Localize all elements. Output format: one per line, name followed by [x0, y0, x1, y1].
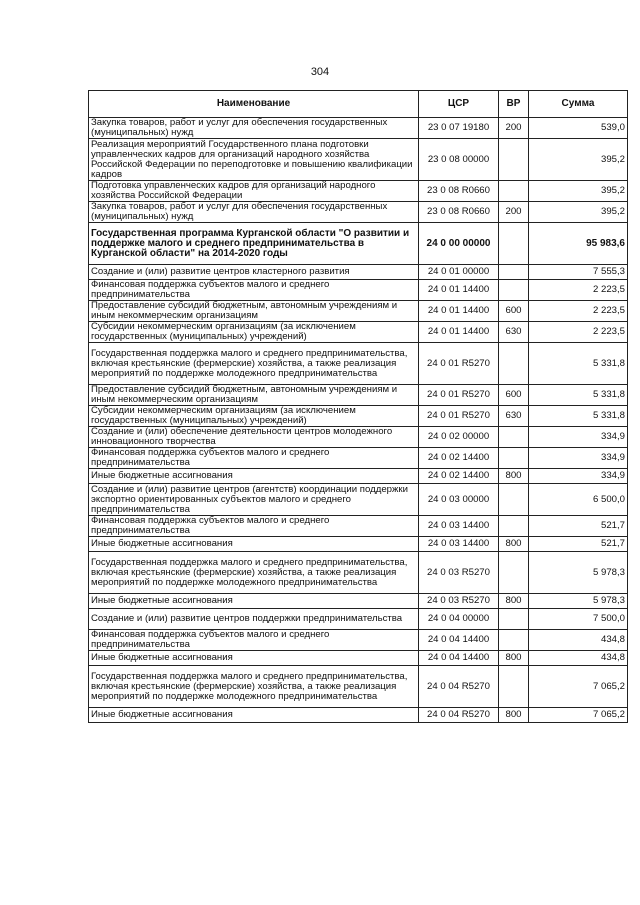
csr-cell: 24 0 04 14400: [419, 630, 499, 651]
name-cell: Закупка товаров, работ и услуг для обеспечения государственных (муниципальных) нужд: [89, 118, 419, 139]
name-cell: Реализация мероприятий Государственного плана подготовки управленческих кадров для организаций народного хозяйства Российской Федерации по переподготовке и повышению квалификации кадров: [89, 139, 419, 181]
name-cell: Государственная поддержка малого и среднего предпринимательства, включая крестьянские (фермерские) хозяйства, а также реализация мероприятий по поддержке молодежного предпринимательства: [89, 343, 419, 385]
csr-cell: 24 0 01 R5270: [419, 385, 499, 406]
vr-cell: 800: [499, 594, 529, 609]
table-row: [89, 469, 628, 484]
vr-cell: 200: [499, 202, 529, 223]
vr-cell: [499, 181, 529, 202]
vr-cell: 200: [499, 118, 529, 139]
table-row: [89, 343, 628, 385]
vr-cell: 800: [499, 708, 529, 723]
vr-cell: [499, 343, 529, 385]
sum-cell: 5 978,3: [529, 552, 628, 594]
vr-cell: [499, 630, 529, 651]
sum-cell: 5 331,8: [529, 406, 628, 427]
name-cell: Субсидии некоммерческим организациям (за исключением государственных (муниципальных) учреждений): [89, 322, 419, 343]
sum-cell: 95 983,6: [529, 223, 628, 265]
name-cell: Иные бюджетные ассигнования: [89, 594, 419, 609]
sum-cell: 521,7: [529, 516, 628, 537]
name-cell: Иные бюджетные ассигнования: [89, 651, 419, 666]
sum-cell: 7 500,0: [529, 609, 628, 630]
table-row: [89, 265, 628, 280]
table-row: [89, 322, 628, 343]
csr-cell: 24 0 01 14400: [419, 301, 499, 322]
sum-cell: 2 223,5: [529, 301, 628, 322]
name-cell: Субсидии некоммерческим организациям (за исключением государственных (муниципальных) учреждений): [89, 406, 419, 427]
table-header-row: [89, 91, 628, 118]
table-row: [89, 223, 628, 265]
csr-cell: 23 0 08 R0660: [419, 202, 499, 223]
sum-cell: 395,2: [529, 202, 628, 223]
csr-cell: 24 0 03 R5270: [419, 594, 499, 609]
csr-cell: 24 0 02 00000: [419, 427, 499, 448]
vr-cell: [499, 666, 529, 708]
vr-cell: 600: [499, 301, 529, 322]
csr-cell: 24 0 02 14400: [419, 448, 499, 469]
name-cell: Финансовая поддержка субъектов малого и среднего предпринимательства: [89, 516, 419, 537]
name-cell: Предоставление субсидий бюджетным, автономным учреждениям и иным некоммерческим организациям: [89, 301, 419, 322]
sum-cell: 434,8: [529, 651, 628, 666]
table-row: [89, 181, 628, 202]
vr-cell: 800: [499, 651, 529, 666]
sum-cell: 334,9: [529, 469, 628, 484]
vr-cell: [499, 280, 529, 301]
vr-cell: 630: [499, 322, 529, 343]
csr-cell: 24 0 01 R5270: [419, 343, 499, 385]
sum-cell: 7 065,2: [529, 666, 628, 708]
header-name: Наименование: [89, 91, 419, 118]
csr-cell: 24 0 01 00000: [419, 265, 499, 280]
csr-cell: 24 0 04 R5270: [419, 666, 499, 708]
name-cell: Финансовая поддержка субъектов малого и среднего предпринимательства: [89, 448, 419, 469]
name-cell: Иные бюджетные ассигнования: [89, 469, 419, 484]
sum-cell: 334,9: [529, 427, 628, 448]
vr-cell: [499, 484, 529, 516]
table-row: [89, 385, 628, 406]
sum-cell: 2 223,5: [529, 322, 628, 343]
csr-cell: 24 0 04 R5270: [419, 708, 499, 723]
sum-cell: 539,0: [529, 118, 628, 139]
vr-cell: 800: [499, 469, 529, 484]
sum-cell: 334,9: [529, 448, 628, 469]
table-row: [89, 484, 628, 516]
budget-table: [88, 90, 628, 723]
table-row: [89, 594, 628, 609]
sum-cell: 5 331,8: [529, 343, 628, 385]
name-cell: Предоставление субсидий бюджетным, автономным учреждениям и иным некоммерческим организациям: [89, 385, 419, 406]
csr-cell: 24 0 04 14400: [419, 651, 499, 666]
sum-cell: 6 500,0: [529, 484, 628, 516]
vr-cell: [499, 427, 529, 448]
name-cell: Создание и (или) развитие центров кластерного развития: [89, 265, 419, 280]
name-cell: Финансовая поддержка субъектов малого и среднего предпринимательства: [89, 280, 419, 301]
table-row: [89, 666, 628, 708]
header-vr: ВР: [499, 91, 529, 118]
table-row: [89, 630, 628, 651]
name-cell: Иные бюджетные ассигнования: [89, 708, 419, 723]
sum-cell: 5 331,8: [529, 385, 628, 406]
vr-cell: [499, 448, 529, 469]
table-row: [89, 537, 628, 552]
table-row: [89, 202, 628, 223]
page-number: 304: [310, 66, 330, 78]
csr-cell: 24 0 00 00000: [419, 223, 499, 265]
csr-cell: 23 0 08 R0660: [419, 181, 499, 202]
vr-cell: 600: [499, 385, 529, 406]
table-row: [89, 708, 628, 723]
vr-cell: 630: [499, 406, 529, 427]
csr-cell: 24 0 01 14400: [419, 280, 499, 301]
sum-cell: 521,7: [529, 537, 628, 552]
table-row: [89, 280, 628, 301]
table-row: [89, 301, 628, 322]
sum-cell: 2 223,5: [529, 280, 628, 301]
table-row: [89, 651, 628, 666]
vr-cell: [499, 516, 529, 537]
table-body: [89, 118, 628, 723]
name-cell: Иные бюджетные ассигнования: [89, 537, 419, 552]
sum-cell: 434,8: [529, 630, 628, 651]
name-cell: Финансовая поддержка субъектов малого и среднего предпринимательства: [89, 630, 419, 651]
sum-cell: 395,2: [529, 181, 628, 202]
table-row: [89, 516, 628, 537]
name-cell: Создание и (или) развитие центров (агентств) координации поддержки экспортно ориентированных субъектов малого и среднего предпринимательства: [89, 484, 419, 516]
csr-cell: 23 0 08 00000: [419, 139, 499, 181]
name-cell: Государственная поддержка малого и среднего предпринимательства, включая крестьянские (фермерские) хозяйства, а также реализация мероприятий по поддержке молодежного предпринимательства: [89, 666, 419, 708]
vr-cell: [499, 139, 529, 181]
vr-cell: 800: [499, 537, 529, 552]
name-cell: Создание и (или) обеспечение деятельности центров молодежного инновационного творчества: [89, 427, 419, 448]
name-cell: Подготовка управленческих кадров для организаций народного хозяйства Российской Федерации: [89, 181, 419, 202]
name-cell: Государственная программа Курганской области "О развитии и поддержке малого и среднего предпринимательства в Курганской области" на 2014-2020 годы: [89, 223, 419, 265]
header-csr: ЦСР: [419, 91, 499, 118]
csr-cell: 24 0 01 14400: [419, 322, 499, 343]
table-row: [89, 406, 628, 427]
csr-cell: 24 0 01 R5270: [419, 406, 499, 427]
table-row: [89, 427, 628, 448]
sum-cell: 7 555,3: [529, 265, 628, 280]
csr-cell: 24 0 04 00000: [419, 609, 499, 630]
csr-cell: 23 0 07 19180: [419, 118, 499, 139]
table-row: [89, 118, 628, 139]
table-row: [89, 139, 628, 181]
vr-cell: [499, 223, 529, 265]
header-sum: Сумма: [529, 91, 628, 118]
table-row: [89, 552, 628, 594]
vr-cell: [499, 609, 529, 630]
csr-cell: 24 0 03 R5270: [419, 552, 499, 594]
name-cell: Государственная поддержка малого и среднего предпринимательства, включая крестьянские (фермерские) хозяйства, а также реализация мероприятий по поддержке молодежного предпринимательства: [89, 552, 419, 594]
table-row: [89, 448, 628, 469]
csr-cell: 24 0 03 14400: [419, 516, 499, 537]
csr-cell: 24 0 03 14400: [419, 537, 499, 552]
sum-cell: 7 065,2: [529, 708, 628, 723]
sum-cell: 5 978,3: [529, 594, 628, 609]
sum-cell: 395,2: [529, 139, 628, 181]
table-row: [89, 609, 628, 630]
csr-cell: 24 0 02 14400: [419, 469, 499, 484]
vr-cell: [499, 265, 529, 280]
vr-cell: [499, 552, 529, 594]
csr-cell: 24 0 03 00000: [419, 484, 499, 516]
name-cell: Создание и (или) развитие центров поддержки предпринимательства: [89, 609, 419, 630]
name-cell: Закупка товаров, работ и услуг для обеспечения государственных (муниципальных) нужд: [89, 202, 419, 223]
